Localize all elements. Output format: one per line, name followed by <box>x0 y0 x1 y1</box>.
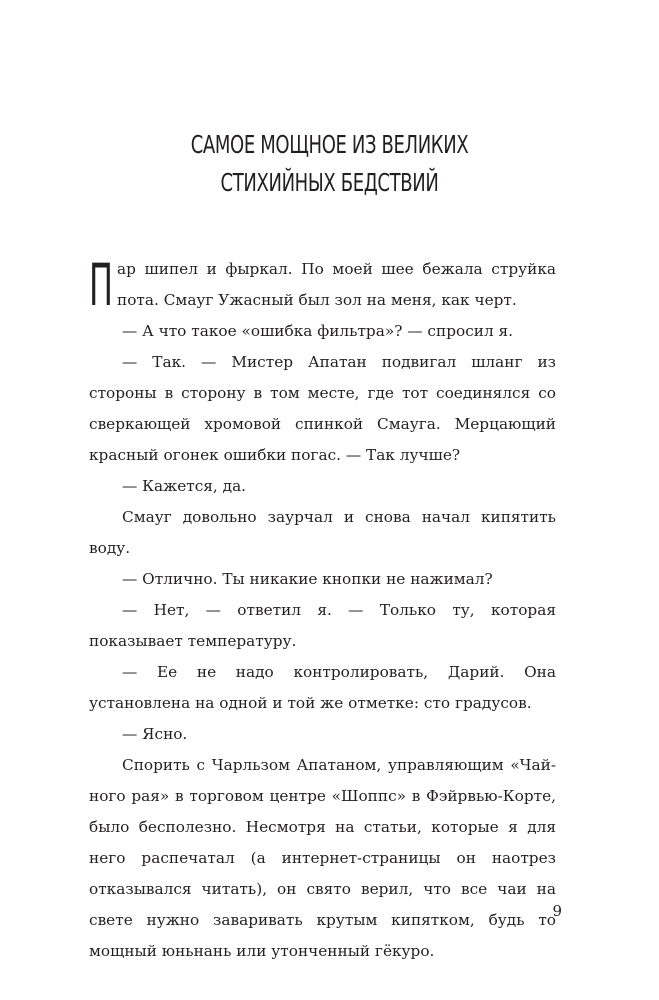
body-text <box>89 251 556 967</box>
paragraph-4: — Кажется, да. <box>122 477 247 495</box>
paragraph-2: — А что такое «ошибка фильтра»? — спросил я. <box>122 322 514 340</box>
paragraph-7: — Нет, — ответил я. — Только ту, которая показывает температуру. <box>89 601 556 650</box>
paragraph-1-text: ар шипел и фыркал. По моей шее бежала струйка пота. Смауг Ужасный был зол на меня, как черт. <box>117 260 556 309</box>
paragraph-6: — Отлично. Ты никакие кнопки не нажимал? <box>122 570 493 588</box>
paragraph-8: — Ее не надо контролировать, Дарий. Она установлена на одной и той же отметке: сто градусов. <box>89 663 556 712</box>
paragraph-5: Смауг довольно заурчал и снова начал кипятить воду. <box>89 508 556 557</box>
paragraph-3: — Так. — Мистер Апатан подвигал шланг из стороны в сторону в том месте, где тот соединялся со сверкающей хромовой спинкой Смауга. Мерцающий красный огонек ошибки погас. — Так лучше? <box>89 353 556 464</box>
chapter-title-line-2: СТИХИЙНЫХ БЕДСТВИЙ <box>220 168 439 197</box>
paragraph-9: — Ясно. <box>122 725 188 743</box>
drop-cap: П <box>89 251 113 319</box>
paragraph-10: Спорить с Чарльзом Апатаном, управляющим «Чайного рая» в торговом центре «Шоппс» в Фэйрвью-Корте, было бесполезно. Несмотря на статьи, которые я для него распечатал (а интернет-страницы он наотрез отказывался читать), он свято верил, что все чаи на свете нужно заваривать крутым кипятком, будь то мощный юньнань или утонченный гёкуро. <box>89 756 556 960</box>
chapter-title <box>92 126 566 202</box>
page-number: 9 <box>552 902 562 920</box>
paragraph-1 <box>89 251 556 319</box>
chapter-title-line-1: САМОЕ МОЩНОЕ ИЗ ВЕЛИКИХ <box>190 130 469 159</box>
